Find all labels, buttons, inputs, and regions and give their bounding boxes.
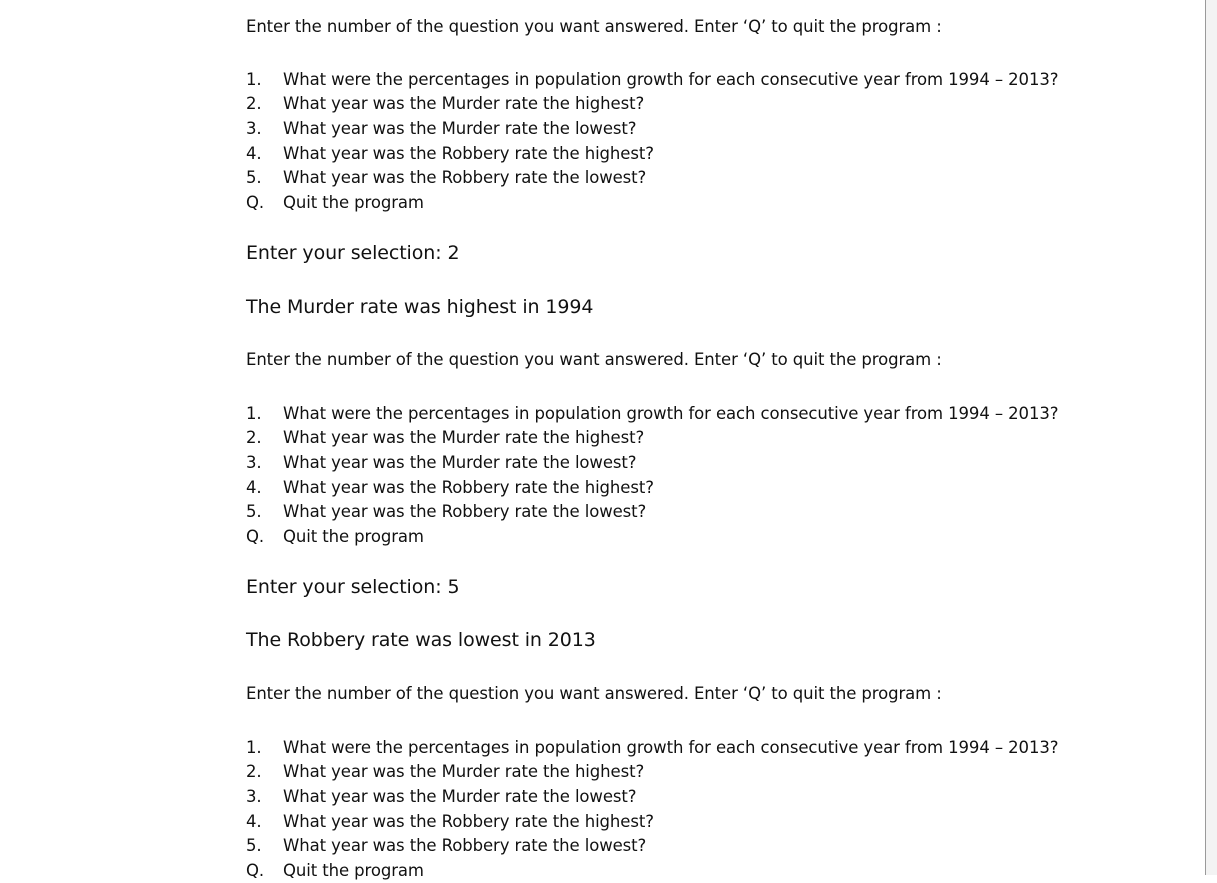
menu-item-key: 3.: [246, 118, 262, 138]
menu-item-key: 1.: [246, 403, 262, 423]
menu-item-key: 3.: [246, 452, 262, 472]
menu-item-text: What year was the Murder rate the lowest?: [283, 118, 637, 138]
menu-item-text: What year was the Robbery rate the highest?: [283, 143, 654, 163]
menu-item: [246, 450, 1058, 475]
prompt-text: Enter the number of the question you want answered. Enter ‘Q’ to quit the program :: [246, 17, 942, 36]
menu-item: [246, 760, 1058, 785]
menu-item-key: 1.: [246, 69, 262, 89]
menu-item: [246, 809, 1058, 834]
page-edge-shadow: [1206, 0, 1217, 875]
menu-item-text: Quit the program: [283, 192, 424, 212]
menu-item-key: 5.: [246, 836, 262, 856]
menu-item-key: 4.: [246, 477, 262, 497]
menu-item: [246, 499, 1058, 524]
menu-item: [246, 165, 1058, 190]
menu-item-text: What year was the Robbery rate the lowest?: [283, 168, 647, 188]
menu-item-key: Q.: [246, 860, 265, 880]
menu-item-key: 2.: [246, 428, 262, 448]
selection-line: Enter your selection: 5: [246, 576, 460, 598]
menu-item: [246, 524, 1058, 549]
menu-item-text: What year was the Robbery rate the lowest?: [283, 502, 647, 522]
menu-item: [246, 735, 1058, 760]
menu-item-text: Quit the program: [283, 526, 424, 546]
menu-item-key: 4.: [246, 811, 262, 831]
menu-item: [246, 784, 1058, 809]
menu-item-text: What year was the Murder rate the highest?: [283, 94, 645, 114]
menu-item: [246, 92, 1058, 117]
menu-item: [246, 401, 1058, 426]
menu-item: [246, 426, 1058, 451]
menu-item-text: What year was the Robbery rate the lowest?: [283, 836, 647, 856]
menu-item-key: 5.: [246, 168, 262, 188]
menu-item-key: 1.: [246, 737, 262, 757]
menu-item-text: What were the percentages in population growth for each consecutive year from 1994 – 2013?: [283, 737, 1059, 757]
menu-item: [246, 190, 1058, 215]
menu-item-text: What year was the Robbery rate the highest?: [283, 477, 654, 497]
menu-item-text: Quit the program: [283, 860, 424, 880]
menu-item-key: 2.: [246, 94, 262, 114]
menu-item-key: Q.: [246, 192, 265, 212]
menu-item: [246, 116, 1058, 141]
page-border: [1205, 0, 1206, 875]
answer-line: The Robbery rate was lowest in 2013: [246, 629, 596, 651]
selection-line: Enter your selection: 2: [246, 242, 460, 264]
menu-item-key: 5.: [246, 502, 262, 522]
menu-item-text: What year was the Robbery rate the highest?: [283, 811, 654, 831]
menu-item-text: What were the percentages in population growth for each consecutive year from 1994 – 2013?: [283, 69, 1059, 89]
menu-item-text: What year was the Murder rate the highest?: [283, 762, 645, 782]
prompt-text: Enter the number of the question you want answered. Enter ‘Q’ to quit the program :: [246, 684, 942, 703]
answer-line: The Murder rate was highest in 1994: [246, 296, 594, 318]
menu-item-text: What year was the Murder rate the lowest?: [283, 452, 637, 472]
menu-item-text: What were the percentages in population growth for each consecutive year from 1994 – 2013?: [283, 403, 1059, 423]
question-menu: [246, 67, 1058, 215]
menu-item: [246, 475, 1058, 500]
menu-item-key: Q.: [246, 526, 265, 546]
question-menu: [246, 401, 1058, 549]
prompt-text: Enter the number of the question you want answered. Enter ‘Q’ to quit the program :: [246, 350, 942, 369]
menu-item: [246, 858, 1058, 883]
menu-item: [246, 833, 1058, 858]
menu-item: [246, 141, 1058, 166]
menu-item: [246, 67, 1058, 92]
menu-item-text: What year was the Murder rate the lowest?: [283, 786, 637, 806]
menu-item-key: 4.: [246, 143, 262, 163]
menu-item-text: What year was the Murder rate the highest?: [283, 428, 645, 448]
question-menu: [246, 735, 1058, 883]
menu-item-key: 3.: [246, 786, 262, 806]
menu-item-key: 2.: [246, 762, 262, 782]
